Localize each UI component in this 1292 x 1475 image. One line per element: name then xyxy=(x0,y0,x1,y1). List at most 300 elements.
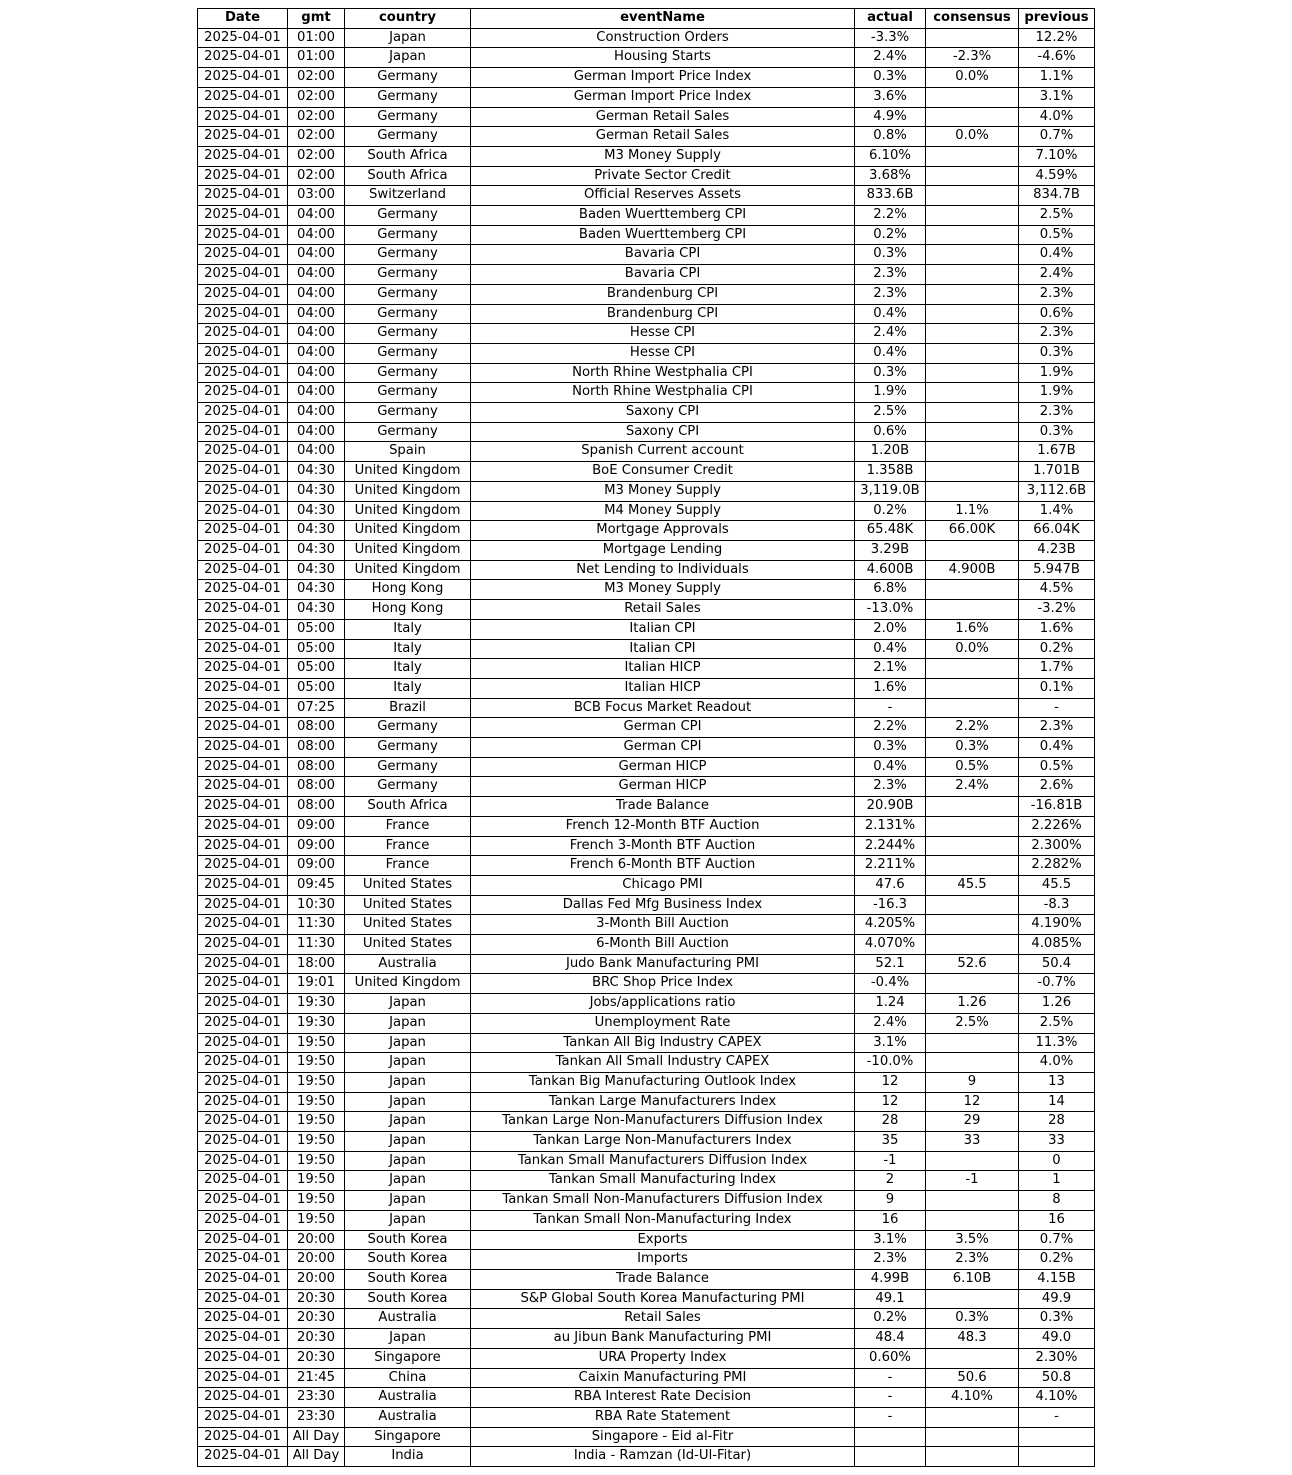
table-row xyxy=(198,1447,1095,1467)
table-row xyxy=(198,1210,1095,1230)
cell-gmt: 19:30 xyxy=(288,1013,345,1033)
cell-gmt: 19:50 xyxy=(288,1112,345,1132)
cell-consensus: 2.2% xyxy=(926,718,1019,738)
cell-event-name: Tankan All Big Industry CAPEX xyxy=(471,1033,855,1053)
cell-date: 2025-04-01 xyxy=(198,935,288,955)
cell-country: Hong Kong xyxy=(345,600,471,620)
cell-country: Japan xyxy=(345,1171,471,1191)
cell-event-name: au Jibun Bank Manufacturing PMI xyxy=(471,1329,855,1349)
cell-previous: -16.81B xyxy=(1019,797,1095,817)
cell-date: 2025-04-01 xyxy=(198,1368,288,1388)
cell-consensus xyxy=(926,1447,1019,1467)
cell-previous: 0.3% xyxy=(1019,422,1095,442)
cell-consensus: 1.6% xyxy=(926,619,1019,639)
cell-gmt: 04:00 xyxy=(288,245,345,265)
cell-country: United States xyxy=(345,895,471,915)
cell-event-name: Housing Starts xyxy=(471,48,855,68)
cell-actual: 2.3% xyxy=(855,777,926,797)
cell-actual: -13.0% xyxy=(855,600,926,620)
cell-gmt: 04:30 xyxy=(288,580,345,600)
cell-date: 2025-04-01 xyxy=(198,895,288,915)
table-row xyxy=(198,186,1095,206)
cell-actual: 4.99B xyxy=(855,1270,926,1290)
cell-date: 2025-04-01 xyxy=(198,856,288,876)
cell-consensus xyxy=(926,1210,1019,1230)
cell-consensus xyxy=(926,580,1019,600)
cell-event-name: Judo Bank Manufacturing PMI xyxy=(471,954,855,974)
cell-previous: - xyxy=(1019,698,1095,718)
cell-actual: 35 xyxy=(855,1132,926,1152)
cell-event-name: Dallas Fed Mfg Business Index xyxy=(471,895,855,915)
cell-actual: 0.3% xyxy=(855,245,926,265)
table-row xyxy=(198,816,1095,836)
cell-consensus xyxy=(926,1427,1019,1447)
cell-event-name: Imports xyxy=(471,1250,855,1270)
cell-gmt: 04:00 xyxy=(288,225,345,245)
cell-date: 2025-04-01 xyxy=(198,1210,288,1230)
cell-date: 2025-04-01 xyxy=(198,678,288,698)
cell-gmt: 07:25 xyxy=(288,698,345,718)
cell-country: Japan xyxy=(345,1033,471,1053)
table-row xyxy=(198,1191,1095,1211)
table-row xyxy=(198,422,1095,442)
table-row xyxy=(198,146,1095,166)
cell-consensus xyxy=(926,304,1019,324)
cell-previous: 0.1% xyxy=(1019,678,1095,698)
cell-country: Japan xyxy=(345,1092,471,1112)
cell-previous: 0.6% xyxy=(1019,304,1095,324)
cell-date: 2025-04-01 xyxy=(198,107,288,127)
cell-actual: 2.244% xyxy=(855,836,926,856)
cell-event-name: M3 Money Supply xyxy=(471,481,855,501)
cell-country: Japan xyxy=(345,1132,471,1152)
table-row xyxy=(198,1013,1095,1033)
table-row xyxy=(198,639,1095,659)
cell-actual: - xyxy=(855,1368,926,1388)
cell-country: China xyxy=(345,1368,471,1388)
table-row xyxy=(198,383,1095,403)
cell-previous: 2.300% xyxy=(1019,836,1095,856)
cell-event-name: German Import Price Index xyxy=(471,68,855,88)
cell-country: Germany xyxy=(345,422,471,442)
cell-event-name: Mortgage Approvals xyxy=(471,521,855,541)
cell-country: United Kingdom xyxy=(345,560,471,580)
table-row xyxy=(198,718,1095,738)
cell-previous: 0.5% xyxy=(1019,757,1095,777)
cell-event-name: Brandenburg CPI xyxy=(471,284,855,304)
cell-date: 2025-04-01 xyxy=(198,698,288,718)
cell-consensus: 3.5% xyxy=(926,1230,1019,1250)
cell-consensus xyxy=(926,1348,1019,1368)
cell-event-name: Construction Orders xyxy=(471,28,855,48)
cell-gmt: All Day xyxy=(288,1447,345,1467)
cell-event-name: S&P Global South Korea Manufacturing PMI xyxy=(471,1289,855,1309)
cell-consensus xyxy=(926,462,1019,482)
cell-gmt: 20:30 xyxy=(288,1309,345,1329)
cell-consensus: 33 xyxy=(926,1132,1019,1152)
cell-country: Germany xyxy=(345,107,471,127)
cell-country: Germany xyxy=(345,225,471,245)
cell-consensus xyxy=(926,1053,1019,1073)
cell-consensus xyxy=(926,343,1019,363)
cell-previous: 2.5% xyxy=(1019,1013,1095,1033)
cell-gmt: 20:30 xyxy=(288,1289,345,1309)
cell-actual: 3,119.0B xyxy=(855,481,926,501)
cell-country: United Kingdom xyxy=(345,501,471,521)
cell-gmt: 08:00 xyxy=(288,797,345,817)
cell-actual: 47.6 xyxy=(855,875,926,895)
cell-previous: 12.2% xyxy=(1019,28,1095,48)
cell-actual: 2.211% xyxy=(855,856,926,876)
cell-country: South Africa xyxy=(345,797,471,817)
cell-consensus: 1.26 xyxy=(926,994,1019,1014)
economic-calendar-table xyxy=(197,8,1095,1467)
cell-country: United Kingdom xyxy=(345,481,471,501)
cell-previous xyxy=(1019,1447,1095,1467)
cell-previous: 4.085% xyxy=(1019,935,1095,955)
table-row xyxy=(198,1368,1095,1388)
cell-consensus xyxy=(926,403,1019,423)
cell-country: Germany xyxy=(345,718,471,738)
cell-actual: 0.2% xyxy=(855,1309,926,1329)
cell-previous: -0.7% xyxy=(1019,974,1095,994)
cell-actual: 0.60% xyxy=(855,1348,926,1368)
cell-event-name: German CPI xyxy=(471,718,855,738)
header-country: country xyxy=(345,9,471,29)
cell-country: Singapore xyxy=(345,1348,471,1368)
cell-consensus xyxy=(926,284,1019,304)
cell-country: United States xyxy=(345,875,471,895)
cell-date: 2025-04-01 xyxy=(198,1112,288,1132)
cell-previous xyxy=(1019,1427,1095,1447)
cell-country: Japan xyxy=(345,1013,471,1033)
cell-gmt: 04:30 xyxy=(288,481,345,501)
table-row xyxy=(198,343,1095,363)
cell-gmt: 04:00 xyxy=(288,324,345,344)
cell-country: Italy xyxy=(345,619,471,639)
table-row xyxy=(198,1329,1095,1349)
cell-actual: 0.8% xyxy=(855,127,926,147)
cell-consensus xyxy=(926,935,1019,955)
cell-event-name: Jobs/applications ratio xyxy=(471,994,855,1014)
cell-previous: 1.7% xyxy=(1019,659,1095,679)
cell-date: 2025-04-01 xyxy=(198,1407,288,1427)
cell-country: Germany xyxy=(345,68,471,88)
cell-date: 2025-04-01 xyxy=(198,757,288,777)
table-row xyxy=(198,1348,1095,1368)
cell-country: South Korea xyxy=(345,1289,471,1309)
cell-country: South Korea xyxy=(345,1230,471,1250)
cell-gmt: 19:50 xyxy=(288,1151,345,1171)
cell-previous: 0.3% xyxy=(1019,343,1095,363)
header-row xyxy=(198,9,1095,29)
cell-actual: -0.4% xyxy=(855,974,926,994)
cell-country: Germany xyxy=(345,363,471,383)
cell-date: 2025-04-01 xyxy=(198,816,288,836)
cell-gmt: 23:30 xyxy=(288,1388,345,1408)
table-row xyxy=(198,580,1095,600)
table-row xyxy=(198,481,1095,501)
cell-event-name: Tankan Big Manufacturing Outlook Index xyxy=(471,1072,855,1092)
cell-date: 2025-04-01 xyxy=(198,48,288,68)
cell-gmt: All Day xyxy=(288,1427,345,1447)
cell-event-name: Trade Balance xyxy=(471,797,855,817)
cell-date: 2025-04-01 xyxy=(198,580,288,600)
cell-previous: 2.282% xyxy=(1019,856,1095,876)
table-row xyxy=(198,619,1095,639)
cell-event-name: Italian HICP xyxy=(471,678,855,698)
cell-consensus: 0.0% xyxy=(926,127,1019,147)
cell-event-name: Tankan Small Manufacturers Diffusion Index xyxy=(471,1151,855,1171)
cell-actual: 16 xyxy=(855,1210,926,1230)
cell-consensus: 45.5 xyxy=(926,875,1019,895)
table-row xyxy=(198,1033,1095,1053)
cell-event-name: M4 Money Supply xyxy=(471,501,855,521)
cell-gmt: 18:00 xyxy=(288,954,345,974)
cell-gmt: 19:50 xyxy=(288,1210,345,1230)
cell-event-name: North Rhine Westphalia CPI xyxy=(471,383,855,403)
cell-actual: - xyxy=(855,1407,926,1427)
cell-actual: 65.48K xyxy=(855,521,926,541)
cell-actual: 2.0% xyxy=(855,619,926,639)
cell-event-name: Mortgage Lending xyxy=(471,540,855,560)
cell-actual: 4.070% xyxy=(855,935,926,955)
cell-country: Japan xyxy=(345,994,471,1014)
cell-country: Germany xyxy=(345,304,471,324)
cell-consensus xyxy=(926,1151,1019,1171)
cell-consensus: 2.5% xyxy=(926,1013,1019,1033)
table-row xyxy=(198,856,1095,876)
cell-previous: -3.2% xyxy=(1019,600,1095,620)
cell-event-name: M3 Money Supply xyxy=(471,146,855,166)
table-row xyxy=(198,757,1095,777)
cell-gmt: 19:50 xyxy=(288,1033,345,1053)
cell-previous: 2.3% xyxy=(1019,718,1095,738)
cell-consensus: 0.5% xyxy=(926,757,1019,777)
cell-event-name: French 3-Month BTF Auction xyxy=(471,836,855,856)
cell-country: France xyxy=(345,856,471,876)
cell-date: 2025-04-01 xyxy=(198,718,288,738)
cell-gmt: 21:45 xyxy=(288,1368,345,1388)
cell-previous: 4.0% xyxy=(1019,107,1095,127)
table-row xyxy=(198,265,1095,285)
table-row xyxy=(198,166,1095,186)
cell-gmt: 02:00 xyxy=(288,68,345,88)
cell-date: 2025-04-01 xyxy=(198,343,288,363)
cell-event-name: URA Property Index xyxy=(471,1348,855,1368)
table-row xyxy=(198,600,1095,620)
table-body xyxy=(198,28,1095,1466)
cell-gmt: 05:00 xyxy=(288,619,345,639)
cell-country: Germany xyxy=(345,324,471,344)
table-row xyxy=(198,797,1095,817)
table-row xyxy=(198,875,1095,895)
cell-date: 2025-04-01 xyxy=(198,1329,288,1349)
table-row xyxy=(198,659,1095,679)
cell-consensus: 6.10B xyxy=(926,1270,1019,1290)
table-row xyxy=(198,225,1095,245)
cell-event-name: North Rhine Westphalia CPI xyxy=(471,363,855,383)
cell-previous: 4.5% xyxy=(1019,580,1095,600)
table-row xyxy=(198,127,1095,147)
cell-date: 2025-04-01 xyxy=(198,915,288,935)
cell-consensus: 0.3% xyxy=(926,738,1019,758)
cell-previous: 66.04K xyxy=(1019,521,1095,541)
cell-date: 2025-04-01 xyxy=(198,1447,288,1467)
cell-event-name: Tankan Large Non-Manufacturers Index xyxy=(471,1132,855,1152)
cell-date: 2025-04-01 xyxy=(198,600,288,620)
cell-consensus xyxy=(926,816,1019,836)
cell-actual: 2.3% xyxy=(855,1250,926,1270)
cell-previous: 0 xyxy=(1019,1151,1095,1171)
cell-consensus xyxy=(926,87,1019,107)
cell-event-name: Official Reserves Assets xyxy=(471,186,855,206)
cell-actual: 0.4% xyxy=(855,639,926,659)
cell-date: 2025-04-01 xyxy=(198,284,288,304)
cell-actual: 0.2% xyxy=(855,225,926,245)
cell-date: 2025-04-01 xyxy=(198,777,288,797)
cell-actual: 0.4% xyxy=(855,304,926,324)
cell-date: 2025-04-01 xyxy=(198,1033,288,1053)
cell-previous: 3,112.6B xyxy=(1019,481,1095,501)
cell-country: Germany xyxy=(345,87,471,107)
table-row xyxy=(198,777,1095,797)
cell-actual: 1.20B xyxy=(855,442,926,462)
cell-country: Japan xyxy=(345,1053,471,1073)
cell-previous: 2.30% xyxy=(1019,1348,1095,1368)
cell-event-name: Bavaria CPI xyxy=(471,245,855,265)
table-row xyxy=(198,68,1095,88)
cell-gmt: 04:00 xyxy=(288,363,345,383)
cell-actual: 3.1% xyxy=(855,1230,926,1250)
cell-consensus xyxy=(926,265,1019,285)
cell-consensus: 66.00K xyxy=(926,521,1019,541)
cell-country: Australia xyxy=(345,1388,471,1408)
cell-actual: 12 xyxy=(855,1092,926,1112)
cell-previous: 50.8 xyxy=(1019,1368,1095,1388)
cell-previous: - xyxy=(1019,1407,1095,1427)
cell-country: Australia xyxy=(345,954,471,974)
cell-gmt: 08:00 xyxy=(288,777,345,797)
table-row xyxy=(198,363,1095,383)
cell-actual: 2.4% xyxy=(855,1013,926,1033)
cell-country: United States xyxy=(345,915,471,935)
cell-gmt: 02:00 xyxy=(288,166,345,186)
cell-previous: 49.9 xyxy=(1019,1289,1095,1309)
cell-event-name: Baden Wuerttemberg CPI xyxy=(471,225,855,245)
cell-actual: 2.3% xyxy=(855,265,926,285)
cell-consensus xyxy=(926,363,1019,383)
cell-date: 2025-04-01 xyxy=(198,619,288,639)
cell-country: Spain xyxy=(345,442,471,462)
cell-gmt: 19:50 xyxy=(288,1171,345,1191)
cell-country: Germany xyxy=(345,265,471,285)
cell-event-name: Saxony CPI xyxy=(471,422,855,442)
table-row xyxy=(198,1388,1095,1408)
cell-gmt: 19:50 xyxy=(288,1132,345,1152)
cell-date: 2025-04-01 xyxy=(198,1013,288,1033)
cell-consensus: 0.0% xyxy=(926,639,1019,659)
cell-actual: 1.358B xyxy=(855,462,926,482)
cell-consensus xyxy=(926,481,1019,501)
cell-gmt: 20:00 xyxy=(288,1230,345,1250)
cell-previous: 3.1% xyxy=(1019,87,1095,107)
cell-gmt: 03:00 xyxy=(288,186,345,206)
table-row xyxy=(198,1427,1095,1447)
cell-gmt: 04:00 xyxy=(288,422,345,442)
header-gmt: gmt xyxy=(288,9,345,29)
cell-date: 2025-04-01 xyxy=(198,403,288,423)
cell-country: South Korea xyxy=(345,1270,471,1290)
cell-previous: 49.0 xyxy=(1019,1329,1095,1349)
cell-country: Japan xyxy=(345,1329,471,1349)
cell-gmt: 19:50 xyxy=(288,1053,345,1073)
cell-previous: 1.701B xyxy=(1019,462,1095,482)
cell-event-name: India - Ramzan (Id-Ul-Fitar) xyxy=(471,1447,855,1467)
cell-gmt: 19:50 xyxy=(288,1072,345,1092)
table-row xyxy=(198,48,1095,68)
cell-date: 2025-04-01 xyxy=(198,68,288,88)
cell-country: Australia xyxy=(345,1407,471,1427)
cell-date: 2025-04-01 xyxy=(198,1230,288,1250)
cell-consensus: 48.3 xyxy=(926,1329,1019,1349)
cell-country: South Korea xyxy=(345,1250,471,1270)
table-row xyxy=(198,1151,1095,1171)
cell-gmt: 08:00 xyxy=(288,757,345,777)
cell-country: United Kingdom xyxy=(345,521,471,541)
cell-event-name: Singapore - Eid al-Fitr xyxy=(471,1427,855,1447)
table-row xyxy=(198,324,1095,344)
cell-actual: 3.1% xyxy=(855,1033,926,1053)
cell-date: 2025-04-01 xyxy=(198,501,288,521)
cell-date: 2025-04-01 xyxy=(198,659,288,679)
cell-country: Australia xyxy=(345,1309,471,1329)
cell-date: 2025-04-01 xyxy=(198,994,288,1014)
cell-actual: 9 xyxy=(855,1191,926,1211)
cell-date: 2025-04-01 xyxy=(198,1427,288,1447)
cell-actual: 0.3% xyxy=(855,68,926,88)
cell-previous: 5.947B xyxy=(1019,560,1095,580)
cell-date: 2025-04-01 xyxy=(198,1072,288,1092)
cell-date: 2025-04-01 xyxy=(198,146,288,166)
cell-country: Italy xyxy=(345,639,471,659)
cell-event-name: Chicago PMI xyxy=(471,875,855,895)
cell-event-name: Tankan Small Non-Manufacturers Diffusion Index xyxy=(471,1191,855,1211)
header-date: Date xyxy=(198,9,288,29)
cell-consensus xyxy=(926,797,1019,817)
cell-actual: 52.1 xyxy=(855,954,926,974)
cell-event-name: Tankan Small Manufacturing Index xyxy=(471,1171,855,1191)
cell-actual: 4.9% xyxy=(855,107,926,127)
cell-date: 2025-04-01 xyxy=(198,422,288,442)
cell-date: 2025-04-01 xyxy=(198,1250,288,1270)
cell-event-name: Trade Balance xyxy=(471,1270,855,1290)
cell-actual: 0.4% xyxy=(855,343,926,363)
cell-previous: -4.6% xyxy=(1019,48,1095,68)
table-row xyxy=(198,954,1095,974)
cell-consensus: 2.3% xyxy=(926,1250,1019,1270)
cell-consensus: -1 xyxy=(926,1171,1019,1191)
cell-previous: 0.5% xyxy=(1019,225,1095,245)
table-row xyxy=(198,738,1095,758)
cell-actual: 4.600B xyxy=(855,560,926,580)
cell-consensus xyxy=(926,225,1019,245)
cell-consensus xyxy=(926,915,1019,935)
cell-actual: 2.2% xyxy=(855,206,926,226)
cell-gmt: 09:00 xyxy=(288,836,345,856)
cell-actual: 49.1 xyxy=(855,1289,926,1309)
cell-consensus xyxy=(926,1191,1019,1211)
